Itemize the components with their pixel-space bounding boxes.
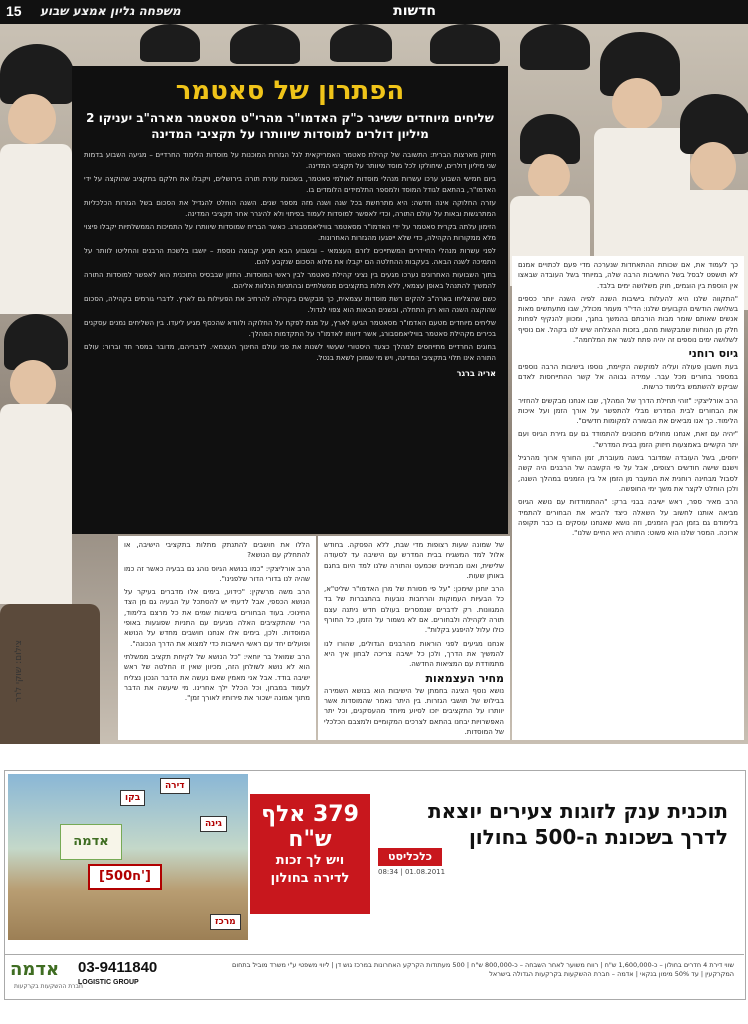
column-paragraph: הרב מאיר ספר, ראש ישיבה בבני ברק: "ההתמודדות עם נושא הגיוס מביאה אותנו לחשוב על השאלה כיצד להביא את הבחורים להתמיד בלימודם גם בזמן הבין הזמנים, וזה נושא שאנחנו עוסקים בו כבר תקופה ארוכה. המסר שלנו הוא פשוט: התורה היא החיים שלנו". <box>518 498 738 538</box>
price-box <box>250 794 370 914</box>
column-paragraph: הרב יוחנן שימכן: "על פי מסורת של מרן האדמו"ר שליט"א, כל הבעיות העמוקות והרחבות נובעות בהתגברות של בד המגוונות. רק לדברים שנמסרים בעולם חדש ניתנה עצם תורה לקהילה ולבחורים. אם לא נשמור על הזמן, כל החורף כולו עלול להיפגע בקלות". <box>324 585 504 635</box>
column-paragraph: של שמונה שעות רצופות מדי שבת, ללא הפסקה. בחודש אלול למד המשגיח בבית המדרש עם הישיבה עד לסעודה שלישית, ואנו מבחינים שכמעט והתורה שלנו למד היום בחגם באותן שעות. <box>324 541 504 580</box>
column-paragraph: אנחנו מגיעים לפני הוראות מהרבנים הגדולים, שהורו לנו להמשיך את הדרך, ולכן כל ישיבה צריכה לבחון איך היא מתמודדת עם המציאות החדשה. <box>324 639 504 669</box>
adama-logo: אדמה <box>10 959 60 980</box>
column-paragraph: הרב אורליצקי: "כמו בנושא הגיוס נוהג גם בבעיה כאשר זה כמו שהיה לנו בדורי הדור שלפנינו". <box>124 564 310 583</box>
headline-line-1: תוכנית ענק לזוגות צעירים יוצאת <box>427 799 728 823</box>
price-line: ויש לך זכות <box>275 853 345 868</box>
right-column <box>512 256 744 740</box>
column-paragraph: יחסים, בשל העובדה שמדובר בשנה מעוברת, זמן החורף ארוך מהרגיל וישנם שישה חודשים רצופים, אבל על פי הקשבה של הרבנים היה קשה לסבול מבחינה רוחנית את המעבר מן הזמן אל בין הזמנים במהלך השנה, ולכן הוחלט לקצר את משך ימי החופשה. <box>518 454 738 493</box>
price-amount: 379 אלף ש"ח <box>261 802 359 852</box>
ad-footer <box>4 954 744 999</box>
article-author: אריה ברגר <box>456 369 496 378</box>
section-name: חדשות <box>393 3 436 19</box>
column-paragraph: הרב אורליצקי: "זוהי תחילת הדרך של המהלך, שבו אנחנו מבקשים להחזיר את הבחורים לבית המדרש מבלי להתפשר על אורך הזמן ועל איכות הלימוד. כך אנו מביאים את הבשורה למקומות חדשים". <box>518 396 738 426</box>
column-paragraph: הרב שמואל בר יוחאי: "כל הנושא של לקיחת תקציב ממשלתי הוא לא נושא לשולחן הזה, מכיוון שאין זו החלטה של ראש ישיבה בודד. אבל אני מאמין שאם נעשה את הדבר הנכון נצליח לעמוד במבחן, וכל הכלל ילך אחרינו. מי שיעשה את הדבר מתוך אמונה ישכור את פירותיו לאורך זמן". <box>124 652 310 703</box>
land-sign: מרכז <box>210 914 241 930</box>
land-sign: גינה <box>200 816 227 832</box>
middle-column <box>318 536 510 740</box>
photo-credit: צילום: שוקי לרר <box>14 640 24 703</box>
column-heading: מחיר העצמאות <box>425 671 504 685</box>
fine-print: שווי דירת 4 חדרים בחולון – כ-1,600,000 ש"ח | רווח משוער לאחר השבחה – כ-800,000 ש"ח | 500 מעתודות הקרקע האחרונות במרכז גוש דן | ליווי משפטי ע"י משרד מוביל בתחום המקרקעין | עד 50% מימון בנקאי | אדמה – חברת ההשקעות בקרקעות הגדולה בישראל <box>232 961 734 978</box>
article-date: 08:34 | 01.08.2011 <box>378 868 446 876</box>
article-paragraph: ביום חמישי השבוע ערכו עשרות מנהלי מוסדות לאולמי סאטמר, בשכונת עזרת תורה בירושלים, ויקבלו את חלקם בתקציב שהוקצה על ידי האדמו"ר, בהתאם לגודל המוסד ולמספר התלמידים הלומדים בו. <box>84 175 496 194</box>
badge-500: [500ח'] <box>88 864 162 890</box>
article-paragraph: בחוגים החרדיים מתייחסים למהלך כצעד היסטורי שעשוי לשנות את פני עולם החינוך העצמאי. לדבריהם, מדובר במסר חד וברור: עולם התורה אינו תלוי בתקציבי המדינה, ויש מי שמוכן לשאת בנטל. <box>84 343 496 362</box>
column-paragraph: הרב משה מרשקין: "כידוע, בימים אלו מדברים בעיקר על הנושא הכספי, אבל לדעתי יש להסתכל על הבעיה גם מן הצד החינוכי. בעוד הבחורים בישיבות שמים את כל מרצם בלימוד, הרי שהתקציבים האלה מגיעים עם התניות שפוגעות באופי המוסדות. ולכן, בימים אלו אנחנו חושבים מחדש על הנושא ופועלים יחד עם ראשי הישיבות כדי למצוא את הדרך הנכונה". <box>124 588 310 648</box>
article-title: הפתרון של סאטמר <box>175 76 405 106</box>
article-box <box>72 66 508 534</box>
article-subtitle: שליחים מיוחדים ששיגר כ"ק האדמו"ר מהרי"ט מסאטמר מארה"ב יעניקו 2 מיליון דולרים למוסדות שיוותרו על תקציבי המדינה <box>86 111 494 141</box>
price-line: לדירה בחולון <box>270 871 350 886</box>
article-paragraph: שליחים מיוחדים מטעם האדמו"ר מסאטמר הגיעו לארץ, על מנת לפקח על החלוקה ולוודא שהכסף מגיע ליעדו. בין השליחים נמנים עסקנים בכירים מקהילת סאטמר בוויליאמסבורג, אשר דיווחו לאדמו"ר על התקדמות המהלך. <box>84 319 496 338</box>
article-paragraph: לפני עשרות מנהלי החיידרים המשתייכים לזרם העצמאי – ובשבוע הבא תגיע קבוצה נוספת – יושבו בלשכת הרבנים והחליטו לוותר על התמיכה לשנה הבאה. בעקבות ההחלטה הם יקבלו את מלוא הסכום שנקבע להם. <box>84 247 496 266</box>
article-paragraph: הזימון עלתה בקרית סאטמר על ידי האדמו"ר מסאטמר בוויליאמסבורג. כאשר הבריח שמוסדות שיוותרו על התמיכות הממשלתיות יקבלו פיצוי מלא ממקורות הקהילה, כדי שלא ייפגעו מהגזרות האחרונות. <box>84 223 496 242</box>
article-paragraph: כשם שהצליחו בארה"ב להקים רשת מוסדות עצמאית, כך מבקשים בקהילה להרחיב את הפעילות גם לארץ. לדברי גורמים בקהילה, הסכום שהוקצה השנה הוא רק התחלה, ובשנים הבאות הוא צפוי לגדול. <box>84 295 496 314</box>
page-number: 15 <box>6 3 22 19</box>
column-paragraph: נושא נוסף הציגה בחמתן של הישיבות הוא בנושא השמירה בבילוש של תושבי הגזרות. בין היתר נאמר שהמוסדות אשר יוותרו על התקציבים יזכו לסיוע מיוחד מהעסקנים, וכל יתר האפשרויות יבחנו בהתאם לצרכים המקומיים ולמצבם הכלכלי של המוסדות. <box>324 686 504 737</box>
column-paragraph: הללו את חושבים להתנתק מתלות בתקציבי הישיבה, או להתחלק עם הנושא? <box>124 541 310 560</box>
article-paragraph: חיזוק מארצות הברית: התשובה של קהילת סאטמר האמריקאית לגל הגזרות המוכנות על מוסדות הלימוד החרדיים – מגיעה השבוע בדמות שני מיליון דולרים, שיחולקו לכל מוסד שיוותר על תקציבי המדינה. <box>84 151 496 170</box>
column-paragraph: "יהיה עם זאת, אנחנו מחולים מתכונים להתמודד גם עם גזירת הגיוס ועם יתר הקשיים באמצעות חיזוק הזמן בבית המדרש". <box>518 430 738 449</box>
page-header <box>0 0 748 24</box>
article-paragraph: עזרה החלוקה אינה חדשה: היא מתרחשת בכל שנה ושנה מזה מספר שנים. השנה הוחלט להגדיל את הסכום בשל הגזרות הכלכליות המתרגשות ובאות על עולם התורה, וכדי לאפשר למוסדות לעמוד בפיתוי ולא להיגרר אחר תקציבי המדינה. <box>84 199 496 218</box>
logistic-group-logo: LOGISTIC GROUP <box>78 979 139 986</box>
headline-line-2: לדרך בשכונת ה-500 בחולון <box>468 825 728 849</box>
column-heading: גיוס רוחני <box>688 347 738 361</box>
phone-number: 03-9411840 <box>78 959 158 976</box>
article-body <box>84 150 496 363</box>
advertisement <box>0 744 748 1024</box>
adama-sign: אדמה <box>60 824 122 860</box>
magazine-name: משפחה גליון אמצע שבוע <box>40 4 181 18</box>
land-sign: בקו <box>120 790 145 806</box>
calcalist-logo: כלכליסט <box>378 848 442 866</box>
land-sign: דירה <box>160 778 190 794</box>
left-column <box>118 536 316 740</box>
column-paragraph: "התקווה שלנו היא להעלות בישיבות השנה לפיה השנה יותר כספים בשלושה הודשים הקבועים שלנו: הדי"ר מעמר מכולל, שבו מתעתשים מאות אנשים שאותם שומר מבות הורבתם בהמשך בחגך, ומכוון להנקיף לפחות חלק מן הנוחות שמבקשות מהם, בזכות ההצלחה שיש לנו בקהל. אם נוסיף לשלושה ימים נוספים זה יהיה פתח לגשר את המלחמה". <box>518 294 738 345</box>
column-paragraph: בעת חשבון פעולה ועליה למוקשה הקיימת, נוספו בישיבות הרבה נוספים במספר בחורים מכל עבר. עמידה גבוהה אל קשר ההתייחסות לאדם שביקש להשתמש בלימוד כרשות. <box>518 362 738 392</box>
ad-headline <box>368 798 728 850</box>
column-paragraph: כך לעמוד את, אם שכותת ההתאחדות שנערכה מדי פעם לכתויים אמנם לא תושפט לבסל בשל החשיבות הרבה שלה, במיוחד בשל העובדה שבאצו אין הוספת בין הוגמים, חוק משלושה ימים בלבד. <box>518 261 738 290</box>
article-paragraph: בתוך השבועות האחרונים נערכו מגעים בין נציגי קהילת סאטמר לבין ראשי המוסדות. החזון שבבסיס התוכנית הוא לאפשר למוסדות התורה להמשיך להתנהל באופן עצמאי, ללא תלות בתקציבים ממשלתיים ובהתניות הנלוות אליהם. <box>84 271 496 290</box>
adama-logo-subtitle: חברת ההשקעות בקרקעות <box>14 983 83 990</box>
